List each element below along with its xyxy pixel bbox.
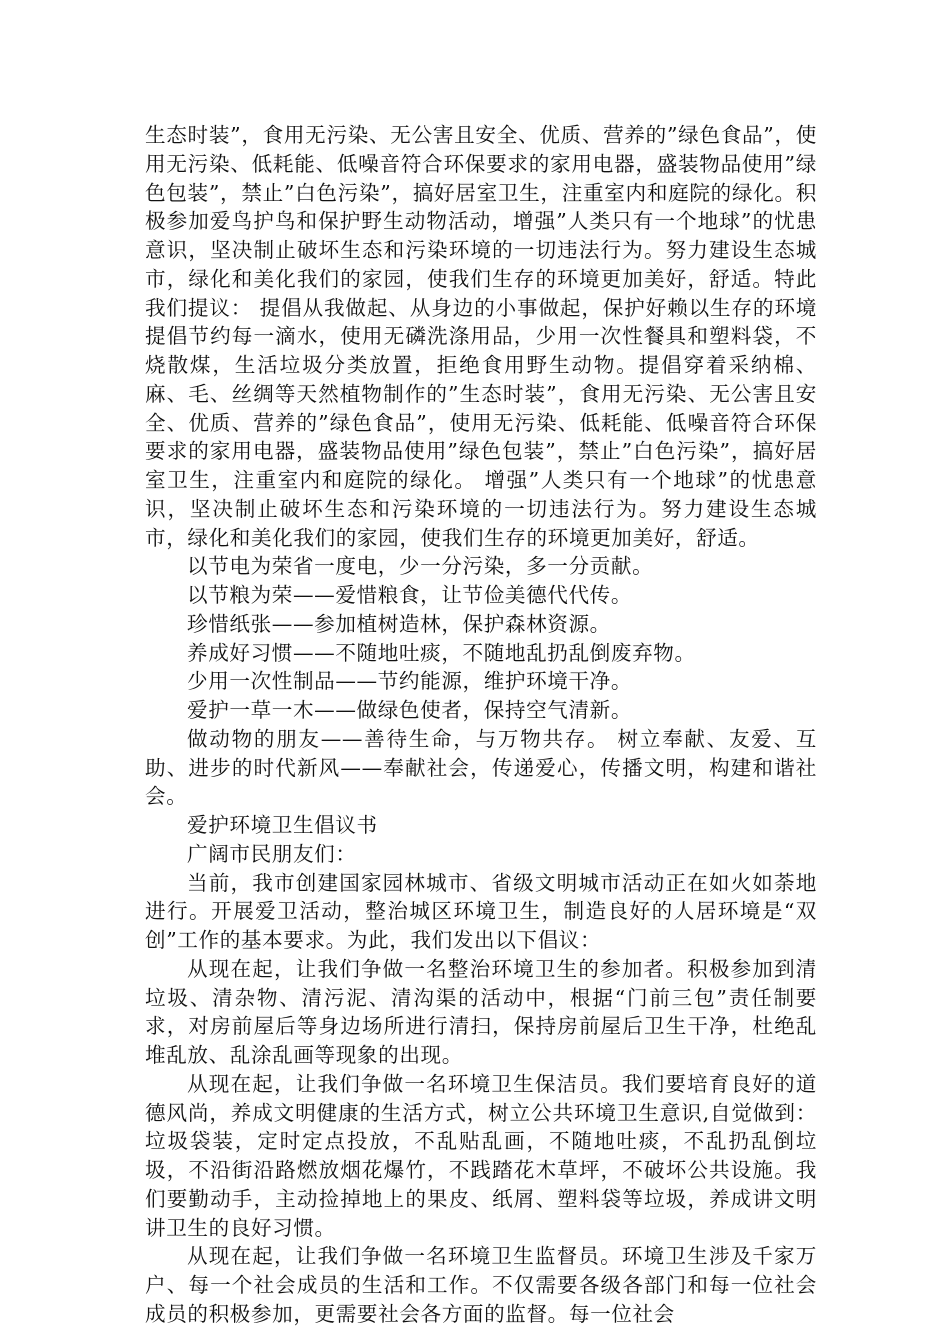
salutation: 广阔市民朋友们： (187, 841, 357, 866)
paragraph: 珍惜纸张——参加植树造林，保护森林资源。 (187, 611, 611, 636)
paragraph: 当前，我市创建国家园林城市、省级文明城市活动正在如火如荼地进行。开展爱卫活动，整治城区环境卫生，制造良好的人居环境是“双创”工作的基本要求。为此，我们发出以下倡议： (145, 870, 817, 952)
paragraph: 爱护一草一木——做绿色使者，保持空气清新。 (187, 698, 633, 722)
document-title: 爱护环境卫生倡议书 (187, 813, 378, 837)
paragraph: 养成好习惯——不随地吐痰，不随地乱扔乱倒废弃物。 (187, 640, 696, 665)
paragraph: 从现在起，让我们争做一名整治环境卫生的参加者。积极参加到清垃圾、清杂物、清污泥、清沟渠的活动中，根据“门前三包”责任制要求，对房前屋后等身边场所进行清扫，保持房前屋后卫生干净，杜绝乱堆乱放、乱涂乱画等现象的出现。 (145, 956, 817, 1067)
paragraph: 从现在起，让我们争做一名环境卫生监督员。环境卫生涉及千家万户、每一个社会成员的生活和工作。不仅需要各级各部门和每一位社会成员的积极参加，更需要社会各方面的监督。每一位社会 (145, 1244, 817, 1326)
paragraph: 生态时装”，食用无污染、无公害且安全、优质、营养的”绿色食品”，使用无污染、低耗能、低噪音符合环保要求的家用电器，盛装物品使用”绿色包装”，禁止”白色污染”，搞好居室卫生，注重室内和庭院的绿化。积极参加爱鸟护鸟和保护野生动物活动，增强”人类只有一个地球”的忧患意识，坚决制止破坏生态和污染环境的一切违法行为。努力建设生态城市，绿化和美化我们的家园，使我们生存的环境更加美好，舒适。特此我们提议： 提倡从我做起、从身边的小事做起，保护好赖以生存的环境 提倡节约每一滴水，使用无磷洗涤用品，少用一次性餐具和塑料袋，不烧散煤，生活垃圾分类放置，拒绝食用野生动物。提倡穿着采纳棉、麻、毛、丝绸等天然植物制作的”生态时装”，食用无污染、无公害且安全、优质、营养的”绿色食品”，使用无污染、低耗能、低噪音符合环保要求的家用电器，盛装物品使用”绿色包装”，禁止”白色污染”，搞好居室卫生，注重室内和庭院的绿化。 增强”人类只有一个地球”的忧患意识，坚决制止破坏生态和污染环境的一切违法行为。努力建设生态城市，绿化和美化我们的家园，使我们生存的环境更加美好，舒适。 (145, 123, 817, 550)
document-body (145, 121, 817, 1329)
paragraph: 以节粮为荣——爱惜粮食，让节俭美德代代传。 (187, 583, 633, 607)
paragraph: 从现在起，让我们争做一名环境卫生保洁员。我们要培育良好的道德风尚，养成文明健康的生活方式，树立公共环境卫生意识,自觉做到：垃圾袋装，定时定点投放，不乱贴乱画，不随地吐痰，不乱扔乱倒垃圾，不沿街沿路燃放烟花爆竹，不践踏花木草坪，不破坏公共设施。我们要勤动手，主动捡掉地上的果皮、纸屑、塑料袋等垃圾，养成讲文明讲卫生的良好习惯。 (145, 1071, 817, 1240)
paragraph: 做动物的朋友——善待生命，与万物共存。 树立奉献、友爱、互助、进步的时代新风——奉献社会，传递爱心，传播文明，构建和谐社会。 (145, 726, 817, 809)
paragraph: 少用一次性制品——节约能源，维护环境干净。 (187, 669, 633, 694)
paragraph: 以节电为荣省一度电，少一分污染，多一分贡献。 (187, 554, 654, 579)
